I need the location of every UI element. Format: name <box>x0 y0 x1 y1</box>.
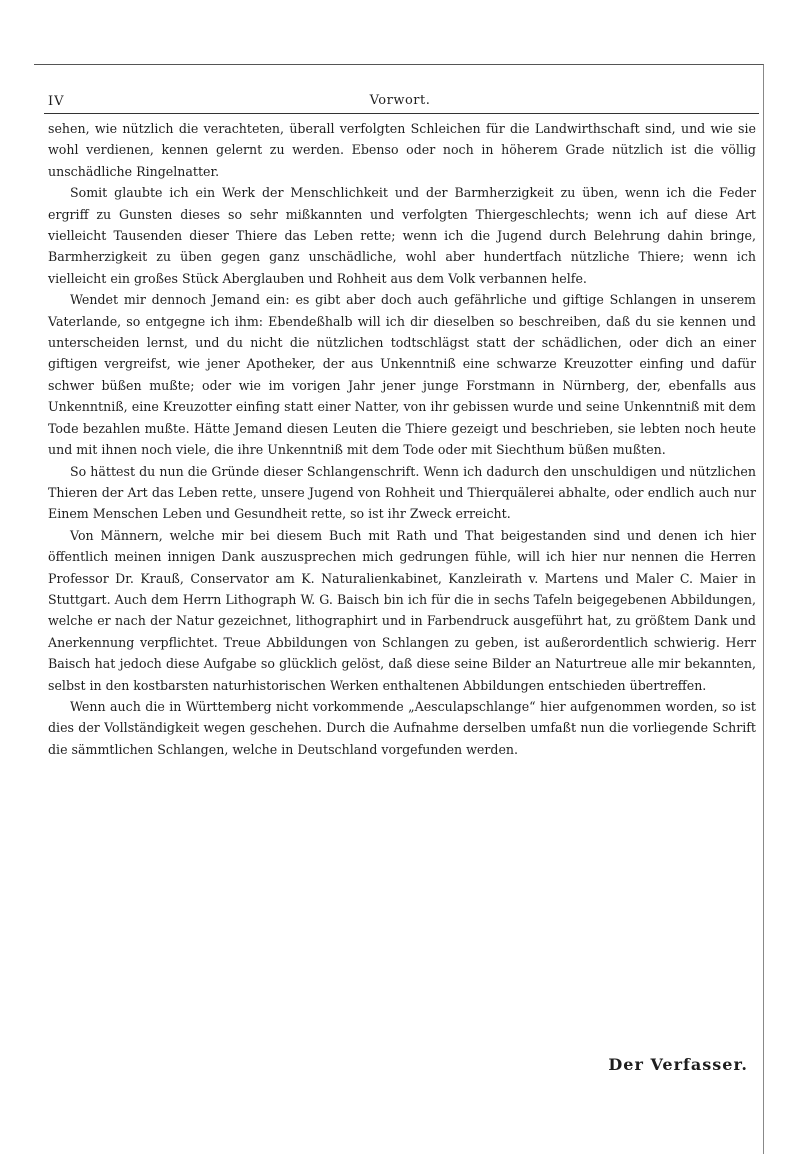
body-text <box>48 118 756 760</box>
header-rule <box>44 113 759 114</box>
paragraph: Von Männern, welche mir bei diesem Buch mit Rath und That beigestanden sind und denen ich hier öffentlich meinen innigen Dank auszusprechen mich gedrungen fühle, will ich hier nur nennen die Herren Professor Dr. Krauß, Conservator am K. Naturalienkabinet, Kanzleirath v. Martens und Maler C. Maier in Stuttgart. Auch dem Herrn Lithograph W. G. Baisch bin ich für die in sechs Tafeln beigegebenen Abbildungen, welche er nach der Natur gezeichnet, lithographirt und in Farbendruck ausgeführt hat, zu größtem Dank und Anerkennung verpflichtet. Treue Abbildungen von Schlangen zu geben, ist außerordentlich schwierig. Herr Baisch hat jedoch diese Aufgabe so glücklich gelöst, daß diese seine Bilder an Naturtreue alle mir bekannten, selbst in den kostbarsten naturhistorischen Werken enthaltenen Abbildungen entschieden übertreffen. <box>48 527 756 693</box>
paragraph: Wendet mir dennoch Jemand ein: es gibt aber doch auch gefährliche und giftige Schlangen in unserem Vaterlande, so entgegne ich ihm: Ebendeßhalb will ich dir dieselben so beschreiben, daß du sie kennen und unterscheiden lernst, und du nicht die nützlichen todtschlägst statt der schädlichen, oder dich an einer giftigen vergreifst, wie jener Apotheker, der aus Unkenntniß eine schwarze Kreuzotter einfing und dafür schwer büßen mußte; oder wie im vorigen Jahr jener junge Forstmann in Nürnberg, der, ebenfalls aus Unkenntniß, eine Kreuzotter einfing statt einer Natter, von ihr gebissen wurde und seine Unkenntniß mit dem Tode bezahlen mußte. Hätte Jemand diesen Leuten die Thiere gezeigt und beschrieben, sie lebten noch heute und mit ihnen noch viele, die ihre Unkenntniß mit dem Tode oder mit Siechthum büßen mußten. <box>48 292 756 458</box>
paragraph-continuation: sehen, wie nützlich die verachteten, überall verfolgten Schleichen für die Landwirthschaft sind, und wie sie wohl verdienen, kennen gelernt zu werden. Ebenso oder noch in höherem Grade nützlich ist die völlig unschädliche Ringelnatter. <box>48 121 756 179</box>
page-number: IV <box>48 94 65 109</box>
paragraph: Somit glaubte ich ein Werk der Menschlichkeit und der Barmherzigkeit zu üben, wenn ich die Feder ergriff zu Gunsten dieses so sehr mißkannten und verfolgten Thiergeschlechts; wenn ich auf diese Art vielleicht Tausenden dieser Thiere das Leben rette; wenn ich die Jugend durch Belehrung dahin bringe, Barmherzigkeit zu üben gegen ganz unschädliche, wohl aber hundertfach nützliche Thiere; wenn ich vielleicht ein großes Stück Aberglauben und Rohheit aus dem Volk verbannen helfe. <box>48 185 756 286</box>
paragraph: So hättest du nun die Gründe dieser Schlangenschrift. Wenn ich dadurch den unschuldigen und nützlichen Thieren der Art das Leben rette, unsere Jugend von Rohheit und Thierquälerei abhalte, oder endlich auch nur Einem Menschen Leben und Gesundheit rette, so ist ihr Zweck erreicht. <box>48 463 756 522</box>
author-signature: Der Verfasser. <box>608 1055 748 1074</box>
paragraph: Wenn auch die in Württemberg nicht vorkommende „Aesculapschlange“ hier aufgenommen worden, so ist dies der Vollständigkeit wegen geschehen. Durch die Aufnahme derselben umfaßt nun die vorliegende Schrift die sämmtlichen Schlangen, welche in Deutschland vorgefunden werden. <box>48 698 756 757</box>
running-title: Vorwort. <box>369 93 431 108</box>
